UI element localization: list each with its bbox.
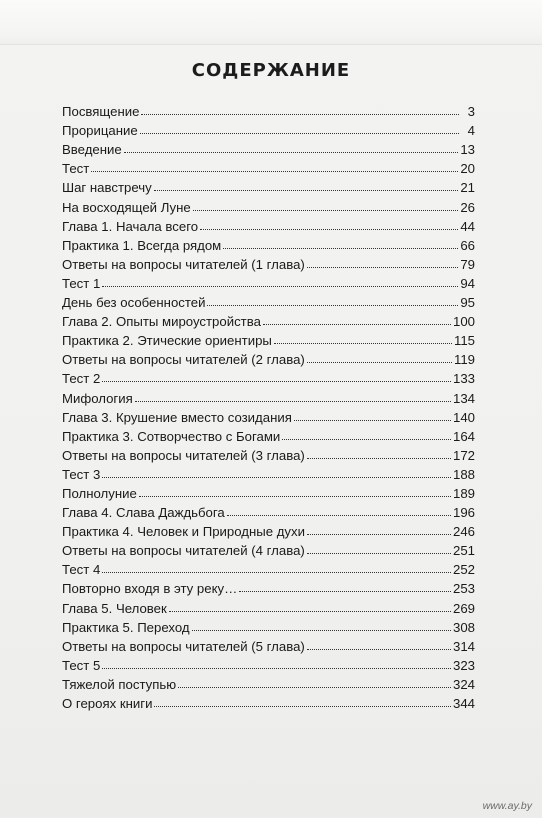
dot-leader [274,342,452,344]
table-of-contents [62,100,475,711]
toc-entry [62,119,475,138]
toc-entry-title: Глава 3. Крушение вместо созидания [62,409,292,425]
dot-leader [227,514,451,516]
toc-entry-page: 188 [452,466,475,482]
toc-entry-page: 20 [460,161,475,177]
dot-leader [102,571,451,573]
dot-leader [178,686,451,688]
toc-entry-title: Практика 5. Переход [62,619,190,635]
toc-entry-page: 252 [452,562,475,578]
toc-entry-title: Посвящение [62,104,140,120]
toc-entry-title: Тест 2 [62,371,101,387]
dot-leader [239,590,451,592]
dot-leader [102,285,458,287]
toc-entry [62,329,475,348]
toc-entry [62,386,475,405]
toc-entry [62,558,475,577]
dot-leader [139,495,451,497]
toc-entry-page: 314 [452,638,475,654]
toc-entry [62,635,475,654]
toc-entry-page: 140 [452,409,475,425]
toc-entry-title: Шаг навстречу [62,180,152,196]
toc-entry [62,539,475,558]
toc-entry-page: 323 [452,657,475,673]
toc-entry-page: 164 [452,428,475,444]
toc-entry [62,348,475,367]
toc-entry [62,673,475,692]
toc-entry-title: На восходящей Луне [62,199,191,215]
toc-entry-title: Глава 5. Человек [62,600,167,616]
dot-leader [307,533,451,535]
toc-entry-page: 344 [452,696,475,711]
toc-entry [62,444,475,463]
toc-entry [62,616,475,635]
toc-entry-page: 115 [453,333,475,349]
toc-entry [62,253,475,272]
dot-leader [200,228,458,230]
toc-entry-page: 196 [452,505,475,521]
toc-entry [62,176,475,195]
toc-entry-title: Ответы на вопросы читателей (2 глава) [62,352,305,368]
toc-entry-page: 66 [460,237,475,253]
dot-leader [192,629,451,631]
toc-entry [62,195,475,214]
toc-entry-page: 133 [452,371,475,387]
toc-entry-title: Тест 3 [62,466,101,482]
toc-entry [62,692,475,711]
dot-leader [307,552,451,554]
toc-entry-page: 251 [452,543,475,559]
toc-entry-page: 100 [452,314,475,330]
toc-entry-title: Тест [62,161,90,177]
dot-leader [307,457,451,459]
toc-entry [62,272,475,291]
toc-entry-title: Глава 2. Опыты мироустройства [62,314,261,330]
toc-entry-title: Тест 5 [62,657,101,673]
toc-entry [62,577,475,596]
dot-leader [307,361,452,363]
toc-entry-title: Практика 3. Сотворчество с Богами [62,428,281,444]
dot-leader [282,438,451,440]
toc-entry-title: Практика 2. Этические ориентиры [62,333,272,349]
dot-leader [135,400,451,402]
toc-entry-page: 79 [460,256,475,272]
toc-entry-page: 308 [452,619,475,635]
toc-entry-title: Введение [62,142,122,158]
page-top-edge [0,0,542,45]
toc-entry [62,100,475,119]
dot-leader [102,380,451,382]
toc-entry-title: Глава 1. Начала всего [62,218,199,234]
toc-entry-page: 44 [460,218,475,234]
toc-entry-title: Ответы на вопросы читателей (4 глава) [62,543,305,559]
toc-entry [62,463,475,482]
toc-entry-page: 189 [452,485,475,501]
dot-leader [124,151,459,153]
toc-entry-page: 172 [452,447,475,463]
toc-entry-title: Мифология [62,390,133,406]
toc-entry-page: 269 [452,600,475,616]
toc-entry [62,234,475,253]
dot-leader [102,476,451,478]
toc-entry-page: 324 [452,676,475,692]
toc-entry-title: Практика 1. Всегда рядом [62,237,222,253]
dot-leader [223,247,458,249]
toc-entry [62,482,475,501]
toc-entry-page: 13 [460,142,475,158]
toc-entry-page: 21 [460,180,475,196]
toc-entry [62,310,475,329]
dot-leader [263,323,451,325]
toc-entry-title: Ответы на вопросы читателей (5 глава) [62,638,305,654]
toc-entry [62,367,475,386]
toc-entry [62,501,475,520]
dot-leader [169,610,451,612]
toc-entry-page: 26 [460,199,475,215]
toc-entry [62,215,475,234]
toc-entry-title: Ответы на вопросы читателей (3 глава) [62,447,305,463]
page-title: СОДЕРЖАНИЕ [191,60,351,81]
toc-entry [62,406,475,425]
dot-leader [307,648,451,650]
toc-entry-page: 4 [467,123,475,139]
dot-leader [294,419,451,421]
dot-leader [154,189,459,191]
dot-leader [154,705,451,707]
toc-entry-title: Тяжелой поступью [62,676,177,692]
dot-leader [193,209,459,211]
toc-entry-title: Повторно входя в эту реку… [62,581,238,597]
toc-entry [62,425,475,444]
toc-entry-title: Практика 4. Человек и Природные духи [62,524,305,540]
site-watermark: www.ay.by [482,800,532,812]
toc-entry-page: 95 [460,295,475,311]
dot-leader [141,113,459,115]
toc-entry-title: День без особенностей [62,295,206,311]
toc-entry-page: 246 [452,524,475,540]
toc-entry-title: Глава 4. Слава Даждьбога [62,505,225,521]
toc-entry [62,138,475,157]
toc-entry-page: 134 [452,390,475,406]
toc-entry [62,596,475,615]
toc-entry-page: 3 [467,104,475,120]
toc-entry [62,520,475,539]
toc-entry-title: Ответы на вопросы читателей (1 глава) [62,256,305,272]
toc-entry [62,654,475,673]
toc-entry-title: О героях книги [62,696,153,711]
toc-entry-title: Полнолуние [62,485,137,501]
toc-entry [62,291,475,310]
dot-leader [140,132,459,134]
toc-entry-title: Тест 1 [62,275,101,291]
toc-entry-page: 253 [452,581,475,597]
toc-entry-title: Прорицание [62,123,138,139]
toc-entry-title: Тест 4 [62,562,101,578]
dot-leader [307,266,459,268]
dot-leader [207,304,458,306]
toc-entry-page: 94 [460,275,475,291]
toc-entry-page: 119 [453,352,475,368]
dot-leader [91,170,458,172]
toc-entry [62,157,475,176]
dot-leader [102,667,451,669]
